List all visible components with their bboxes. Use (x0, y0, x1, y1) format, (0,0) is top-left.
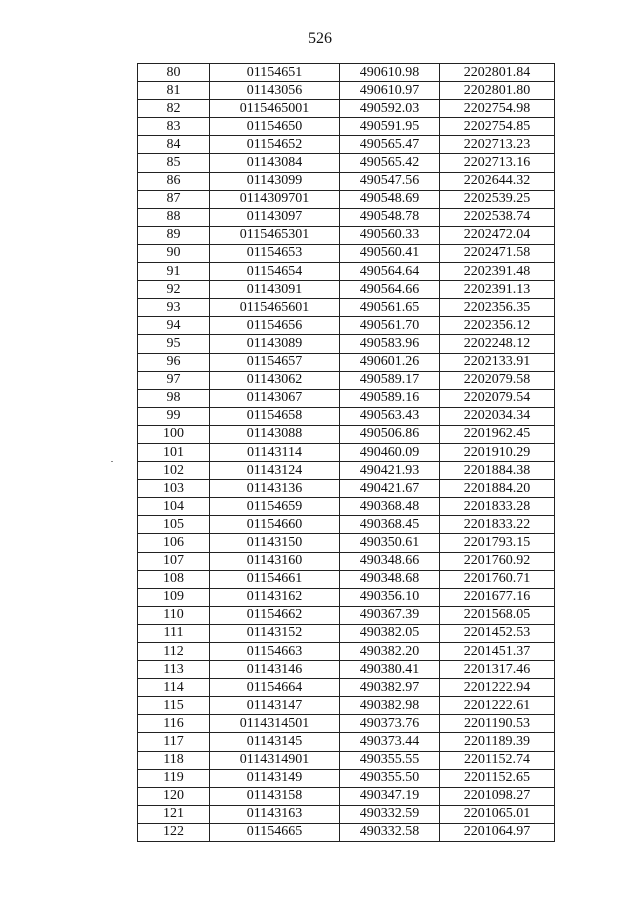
y-coordinate-cell: 2201190.53 (440, 715, 555, 733)
point-id-cell: 01143091 (210, 281, 340, 299)
y-coordinate-cell: 2201098.27 (440, 787, 555, 805)
point-id-cell: 01143147 (210, 697, 340, 715)
point-number-cell: 91 (138, 263, 210, 281)
point-id-cell: 01143145 (210, 733, 340, 751)
y-coordinate-cell: 2201065.01 (440, 805, 555, 823)
point-number-cell: 89 (138, 226, 210, 244)
point-id-cell: 01154653 (210, 244, 340, 262)
point-number-cell: 120 (138, 787, 210, 805)
y-coordinate-cell: 2201884.20 (440, 480, 555, 498)
point-number-cell: 117 (138, 733, 210, 751)
table-row (138, 226, 555, 244)
y-coordinate-cell: 2201568.05 (440, 606, 555, 624)
y-coordinate-cell: 2202801.80 (440, 82, 555, 100)
stray-mark (111, 461, 113, 462)
y-coordinate-cell: 2202801.84 (440, 64, 555, 82)
table-row (138, 715, 555, 733)
point-number-cell: 86 (138, 172, 210, 190)
x-coordinate-cell: 490589.17 (340, 371, 440, 389)
table-row (138, 588, 555, 606)
table-row (138, 244, 555, 262)
x-coordinate-cell: 490421.93 (340, 462, 440, 480)
point-number-cell: 105 (138, 516, 210, 534)
table-row (138, 661, 555, 679)
x-coordinate-cell: 490356.10 (340, 588, 440, 606)
point-number-cell: 90 (138, 244, 210, 262)
table-row (138, 190, 555, 208)
point-number-cell: 112 (138, 643, 210, 661)
point-number-cell: 85 (138, 154, 210, 172)
y-coordinate-cell: 2201064.97 (440, 823, 555, 841)
y-coordinate-cell: 2202034.34 (440, 407, 555, 425)
point-id-cell: 01143158 (210, 787, 340, 805)
point-number-cell: 95 (138, 335, 210, 353)
y-coordinate-cell: 2202644.32 (440, 172, 555, 190)
x-coordinate-cell: 490592.03 (340, 100, 440, 118)
x-coordinate-cell: 490421.67 (340, 480, 440, 498)
y-coordinate-cell: 2201760.92 (440, 552, 555, 570)
point-id-cell: 01154658 (210, 407, 340, 425)
point-id-cell: 01143099 (210, 172, 340, 190)
table-row (138, 805, 555, 823)
x-coordinate-cell: 490561.70 (340, 317, 440, 335)
x-coordinate-cell: 490610.98 (340, 64, 440, 82)
y-coordinate-cell: 2201833.22 (440, 516, 555, 534)
x-coordinate-cell: 490382.97 (340, 679, 440, 697)
point-number-cell: 84 (138, 136, 210, 154)
y-coordinate-cell: 2202754.98 (440, 100, 555, 118)
point-id-cell: 01154663 (210, 643, 340, 661)
point-id-cell: 01154661 (210, 570, 340, 588)
point-id-cell: 01154650 (210, 118, 340, 136)
x-coordinate-cell: 490601.26 (340, 353, 440, 371)
y-coordinate-cell: 2202713.16 (440, 154, 555, 172)
point-id-cell: 01154657 (210, 353, 340, 371)
point-number-cell: 107 (138, 552, 210, 570)
y-coordinate-cell: 2202391.13 (440, 281, 555, 299)
y-coordinate-cell: 2201962.45 (440, 425, 555, 443)
point-id-cell: 0115465601 (210, 299, 340, 317)
point-number-cell: 115 (138, 697, 210, 715)
table-row (138, 570, 555, 588)
y-coordinate-cell: 2202391.48 (440, 263, 555, 281)
y-coordinate-cell: 2202471.58 (440, 244, 555, 262)
x-coordinate-cell: 490591.95 (340, 118, 440, 136)
point-id-cell: 01143162 (210, 588, 340, 606)
point-number-cell: 121 (138, 805, 210, 823)
y-coordinate-cell: 2202754.85 (440, 118, 555, 136)
y-coordinate-cell: 2202356.35 (440, 299, 555, 317)
point-number-cell: 94 (138, 317, 210, 335)
y-coordinate-cell: 2201189.39 (440, 733, 555, 751)
y-coordinate-cell: 2201677.16 (440, 588, 555, 606)
table-row (138, 335, 555, 353)
x-coordinate-cell: 490355.55 (340, 751, 440, 769)
x-coordinate-cell: 490548.69 (340, 190, 440, 208)
y-coordinate-cell: 2202538.74 (440, 208, 555, 226)
x-coordinate-cell: 490373.44 (340, 733, 440, 751)
y-coordinate-cell: 2201793.15 (440, 534, 555, 552)
table-row (138, 208, 555, 226)
table-row (138, 64, 555, 82)
point-number-cell: 98 (138, 389, 210, 407)
table-row (138, 516, 555, 534)
point-id-cell: 01154662 (210, 606, 340, 624)
point-id-cell: 01143149 (210, 769, 340, 787)
x-coordinate-cell: 490382.05 (340, 624, 440, 642)
point-number-cell: 114 (138, 679, 210, 697)
point-id-cell: 01143152 (210, 624, 340, 642)
table-row (138, 407, 555, 425)
y-coordinate-cell: 2201317.46 (440, 661, 555, 679)
table-row (138, 299, 555, 317)
point-id-cell: 0114314501 (210, 715, 340, 733)
point-id-cell: 0114309701 (210, 190, 340, 208)
x-coordinate-cell: 490610.97 (340, 82, 440, 100)
point-number-cell: 102 (138, 462, 210, 480)
y-coordinate-cell: 2202079.54 (440, 389, 555, 407)
table-row (138, 480, 555, 498)
table-row (138, 552, 555, 570)
point-id-cell: 01143088 (210, 425, 340, 443)
point-number-cell: 80 (138, 64, 210, 82)
y-coordinate-cell: 2201910.29 (440, 443, 555, 461)
table-row (138, 534, 555, 552)
table-row (138, 100, 555, 118)
point-id-cell: 01143062 (210, 371, 340, 389)
x-coordinate-cell: 490347.19 (340, 787, 440, 805)
table-row (138, 389, 555, 407)
page-number: 526 (308, 30, 332, 47)
table-row (138, 606, 555, 624)
table-row (138, 136, 555, 154)
table-row (138, 787, 555, 805)
point-id-cell: 01143124 (210, 462, 340, 480)
point-id-cell: 01154656 (210, 317, 340, 335)
point-id-cell: 0115465301 (210, 226, 340, 244)
x-coordinate-cell: 490382.98 (340, 697, 440, 715)
table-row (138, 751, 555, 769)
table-row (138, 624, 555, 642)
y-coordinate-cell: 2201222.94 (440, 679, 555, 697)
x-coordinate-cell: 490547.56 (340, 172, 440, 190)
y-coordinate-cell: 2202539.25 (440, 190, 555, 208)
x-coordinate-cell: 490348.68 (340, 570, 440, 588)
point-number-cell: 82 (138, 100, 210, 118)
table-row (138, 172, 555, 190)
y-coordinate-cell: 2202713.23 (440, 136, 555, 154)
point-id-cell: 01154659 (210, 498, 340, 516)
table-row (138, 263, 555, 281)
point-number-cell: 81 (138, 82, 210, 100)
x-coordinate-cell: 490564.64 (340, 263, 440, 281)
point-id-cell: 0115465001 (210, 100, 340, 118)
point-number-cell: 96 (138, 353, 210, 371)
point-id-cell: 01154665 (210, 823, 340, 841)
point-id-cell: 01143089 (210, 335, 340, 353)
point-id-cell: 01143056 (210, 82, 340, 100)
y-coordinate-cell: 2202133.91 (440, 353, 555, 371)
x-coordinate-cell: 490583.96 (340, 335, 440, 353)
point-id-cell: 01143146 (210, 661, 340, 679)
y-coordinate-cell: 2201833.28 (440, 498, 555, 516)
table-row (138, 823, 555, 841)
table-row (138, 679, 555, 697)
x-coordinate-cell: 490561.65 (340, 299, 440, 317)
point-id-cell: 0114314901 (210, 751, 340, 769)
point-number-cell: 104 (138, 498, 210, 516)
table-row (138, 281, 555, 299)
x-coordinate-cell: 490460.09 (340, 443, 440, 461)
point-id-cell: 01154664 (210, 679, 340, 697)
table-row (138, 443, 555, 461)
point-number-cell: 99 (138, 407, 210, 425)
table-row (138, 697, 555, 715)
table-row (138, 643, 555, 661)
point-number-cell: 101 (138, 443, 210, 461)
x-coordinate-cell: 490368.48 (340, 498, 440, 516)
point-number-cell: 106 (138, 534, 210, 552)
table-row (138, 371, 555, 389)
x-coordinate-cell: 490332.59 (340, 805, 440, 823)
point-number-cell: 83 (138, 118, 210, 136)
point-number-cell: 118 (138, 751, 210, 769)
point-number-cell: 109 (138, 588, 210, 606)
point-id-cell: 01143114 (210, 443, 340, 461)
point-id-cell: 01143160 (210, 552, 340, 570)
point-number-cell: 110 (138, 606, 210, 624)
y-coordinate-cell: 2201152.74 (440, 751, 555, 769)
table-row (138, 733, 555, 751)
point-id-cell: 01154652 (210, 136, 340, 154)
table-row (138, 154, 555, 172)
x-coordinate-cell: 490589.16 (340, 389, 440, 407)
point-id-cell: 01143084 (210, 154, 340, 172)
table-row (138, 317, 555, 335)
point-number-cell: 88 (138, 208, 210, 226)
table-row (138, 462, 555, 480)
x-coordinate-cell: 490373.76 (340, 715, 440, 733)
y-coordinate-cell: 2201152.65 (440, 769, 555, 787)
table-row (138, 82, 555, 100)
y-coordinate-cell: 2201884.38 (440, 462, 555, 480)
x-coordinate-cell: 490506.86 (340, 425, 440, 443)
point-id-cell: 01154654 (210, 263, 340, 281)
point-number-cell: 122 (138, 823, 210, 841)
x-coordinate-cell: 490563.43 (340, 407, 440, 425)
x-coordinate-cell: 490332.58 (340, 823, 440, 841)
coordinates-table (137, 63, 555, 842)
x-coordinate-cell: 490565.47 (340, 136, 440, 154)
point-number-cell: 92 (138, 281, 210, 299)
point-id-cell: 01143136 (210, 480, 340, 498)
y-coordinate-cell: 2202079.58 (440, 371, 555, 389)
point-id-cell: 01143067 (210, 389, 340, 407)
point-number-cell: 100 (138, 425, 210, 443)
point-number-cell: 108 (138, 570, 210, 588)
y-coordinate-cell: 2202248.12 (440, 335, 555, 353)
point-number-cell: 119 (138, 769, 210, 787)
point-id-cell: 01143097 (210, 208, 340, 226)
x-coordinate-cell: 490350.61 (340, 534, 440, 552)
y-coordinate-cell: 2202472.04 (440, 226, 555, 244)
point-number-cell: 103 (138, 480, 210, 498)
x-coordinate-cell: 490565.42 (340, 154, 440, 172)
x-coordinate-cell: 490560.41 (340, 244, 440, 262)
x-coordinate-cell: 490560.33 (340, 226, 440, 244)
point-number-cell: 113 (138, 661, 210, 679)
x-coordinate-cell: 490348.66 (340, 552, 440, 570)
y-coordinate-cell: 2201452.53 (440, 624, 555, 642)
x-coordinate-cell: 490367.39 (340, 606, 440, 624)
y-coordinate-cell: 2202356.12 (440, 317, 555, 335)
y-coordinate-cell: 2201222.61 (440, 697, 555, 715)
point-number-cell: 87 (138, 190, 210, 208)
point-id-cell: 01143163 (210, 805, 340, 823)
x-coordinate-cell: 490548.78 (340, 208, 440, 226)
point-id-cell: 01154660 (210, 516, 340, 534)
table-row (138, 353, 555, 371)
x-coordinate-cell: 490355.50 (340, 769, 440, 787)
coordinates-table-body (138, 64, 555, 842)
point-number-cell: 97 (138, 371, 210, 389)
table-row (138, 118, 555, 136)
y-coordinate-cell: 2201760.71 (440, 570, 555, 588)
table-row (138, 769, 555, 787)
point-id-cell: 01154651 (210, 64, 340, 82)
x-coordinate-cell: 490382.20 (340, 643, 440, 661)
table-row (138, 498, 555, 516)
point-number-cell: 116 (138, 715, 210, 733)
y-coordinate-cell: 2201451.37 (440, 643, 555, 661)
x-coordinate-cell: 490368.45 (340, 516, 440, 534)
x-coordinate-cell: 490380.41 (340, 661, 440, 679)
point-number-cell: 93 (138, 299, 210, 317)
point-number-cell: 111 (138, 624, 210, 642)
point-id-cell: 01143150 (210, 534, 340, 552)
x-coordinate-cell: 490564.66 (340, 281, 440, 299)
table-row (138, 425, 555, 443)
